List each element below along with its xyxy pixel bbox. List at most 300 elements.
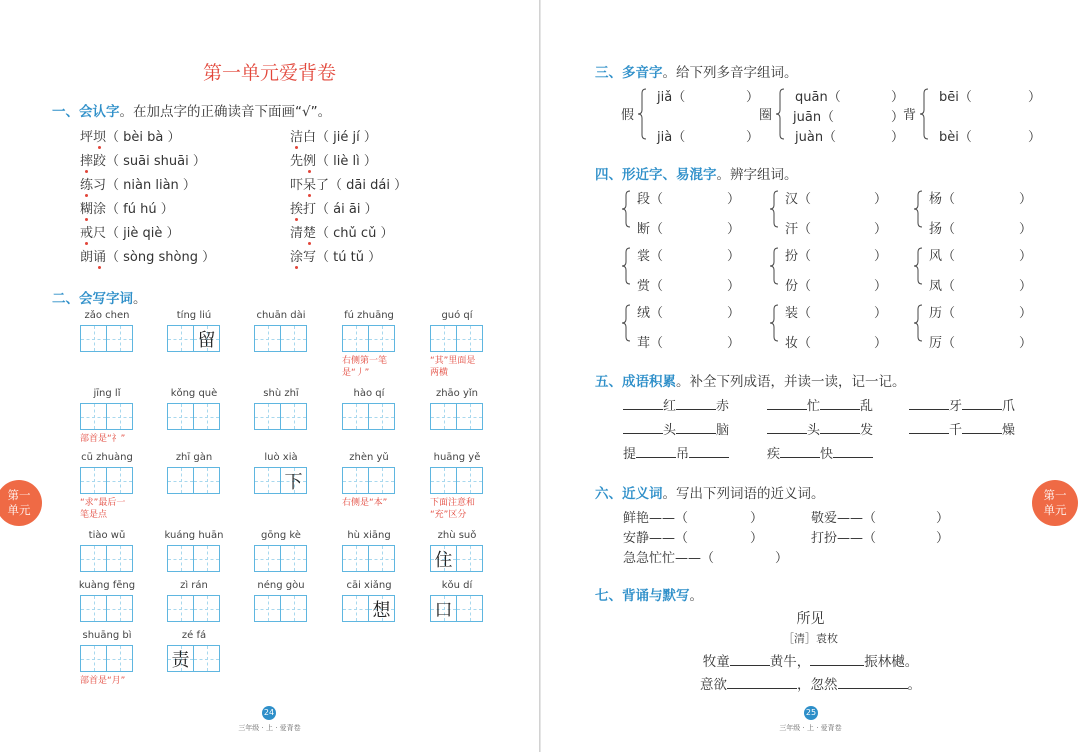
section-1-number: 一、: [52, 104, 79, 120]
reading-item: [290, 150, 377, 169]
reading-dotted-char: 例: [303, 150, 316, 169]
writing-cell[interactable]: [368, 545, 395, 572]
synonym-item: 安静——（: [623, 531, 689, 546]
given-character: [255, 468, 280, 493]
pinyin-label: zǎo chen: [84, 310, 130, 321]
given-character: [168, 404, 193, 429]
writing-grid: [80, 595, 132, 622]
idiom-char: 红: [663, 399, 677, 414]
reading-options: （ jiè qiè ）: [106, 226, 180, 241]
poem-line-1-part-3: 振林樾。: [864, 654, 919, 670]
writing-cell[interactable]: [80, 595, 107, 622]
given-character: [457, 468, 482, 493]
section-6-heading: [595, 482, 825, 502]
idiom-blank[interactable]: [676, 433, 716, 434]
brace-icon: [621, 190, 631, 228]
close-paren: ）: [874, 306, 888, 321]
idiom-item[interactable]: [767, 443, 873, 462]
idiom-char: 忙: [807, 399, 821, 414]
idiom-char: 乱: [860, 399, 874, 414]
idiom-item[interactable]: [767, 395, 873, 414]
writing-cell[interactable]: [193, 467, 220, 494]
writing-hint: 右侧第一笔 是“丿”: [342, 356, 388, 378]
writing-cell[interactable]: [106, 467, 133, 494]
reading-options: （ liè lì ）: [316, 154, 377, 169]
writing-cell[interactable]: [456, 545, 483, 572]
writing-cell[interactable]: [280, 545, 307, 572]
similar-char-entry: 汉（: [785, 192, 812, 207]
section-6-number: 六、: [595, 486, 622, 502]
given-character: [431, 326, 456, 351]
pinyin-label: kuáng huān: [164, 530, 224, 541]
writing-cell[interactable]: [456, 467, 483, 494]
writing-cell[interactable]: [342, 467, 369, 494]
idiom-char: 疾: [767, 447, 781, 462]
pinyin-label: zhāo yǐn: [435, 388, 479, 399]
writing-cell[interactable]: [280, 467, 307, 494]
section-1-title: 会认字: [79, 104, 120, 120]
similar-char-entry: 裳（: [637, 249, 664, 264]
idiom-char: 头: [807, 423, 821, 438]
pinyin-label: chuān dài: [256, 310, 306, 321]
writing-cell[interactable]: [167, 325, 194, 352]
reading-dotted-char: 戒: [80, 222, 93, 241]
reading-item: [80, 126, 181, 145]
section-3-heading: [595, 61, 798, 81]
writing-grid: [167, 645, 219, 672]
similar-char-entry: 历（: [929, 306, 956, 321]
writing-grid: [342, 403, 394, 430]
polyphone-reading-bottom: jià（: [657, 130, 686, 145]
writing-grid: [342, 325, 394, 352]
brace-icon: [769, 247, 779, 285]
poem-blank[interactable]: [730, 665, 770, 666]
similar-char-entry: 妆（: [785, 336, 812, 351]
reading-dotted-char: 摔: [80, 150, 93, 169]
section-2-number: 二、: [52, 291, 79, 307]
given-character: 留: [197, 329, 216, 351]
section-4-number: 四、: [595, 167, 622, 183]
writing-cell[interactable]: [368, 595, 395, 622]
given-character: 责: [171, 649, 190, 671]
given-character: [194, 646, 219, 671]
reading-dotted-char: 糊: [80, 198, 93, 217]
writing-cell[interactable]: [254, 595, 281, 622]
unit-tab-right: [1032, 480, 1078, 526]
polyphone-reading-mid: juān（: [793, 110, 835, 125]
brace-icon: [913, 190, 923, 228]
reading-options: （ jié jí ）: [316, 130, 377, 145]
writing-grid: [80, 325, 132, 352]
idiom-char: 燥: [1002, 423, 1016, 438]
brace-icon: [769, 304, 779, 342]
writing-cell[interactable]: [342, 545, 369, 572]
brace-icon: [769, 190, 779, 228]
polyphone-char: 背: [903, 108, 917, 123]
poem-blank[interactable]: [838, 688, 908, 689]
close-paren: ）: [936, 511, 950, 526]
idiom-char: 头: [663, 423, 677, 438]
given-character: [281, 546, 306, 571]
close-paren: ）: [1019, 222, 1033, 237]
poem-author: ［清］袁枚: [783, 632, 838, 645]
synonym-item: 急急忙忙——（: [623, 551, 715, 566]
pinyin-label: zhèn yǔ: [349, 452, 389, 463]
writing-grid: [254, 595, 306, 622]
writing-grid: [167, 325, 219, 352]
close-paren: ）: [1019, 192, 1033, 207]
pinyin-label: kǒng què: [170, 388, 218, 399]
synonym-item: 敬爱——（: [811, 511, 877, 526]
writing-hint: “求”最后一 笔是点: [80, 498, 126, 520]
reading-char: 了: [316, 178, 330, 193]
writing-cell[interactable]: [80, 467, 107, 494]
idiom-blank[interactable]: [767, 409, 807, 410]
similar-char-entry: 杨（: [929, 192, 956, 207]
pinyin-label: hù xiāng: [347, 530, 391, 541]
reading-item: [290, 246, 381, 265]
given-character: [343, 596, 368, 621]
given-character: [107, 546, 132, 571]
close-paren: ）: [874, 249, 888, 264]
given-character: [343, 404, 368, 429]
synonym-item: 打扮——（: [811, 531, 877, 546]
idiom-blank[interactable]: [623, 433, 663, 434]
writing-cell[interactable]: [167, 467, 194, 494]
idiom-item[interactable]: [909, 419, 1015, 438]
reading-item: [80, 222, 180, 241]
idiom-blank[interactable]: [820, 409, 860, 410]
pinyin-label: cāi xiǎng: [346, 580, 392, 591]
writing-cell[interactable]: [430, 595, 457, 622]
writing-cell[interactable]: [456, 595, 483, 622]
poem-line-1-part-1: 牧童: [702, 654, 730, 670]
section-6-instruction: 。写出下列词语的近义词。: [662, 486, 825, 502]
reading-dotted-char: 呆: [303, 174, 316, 193]
writing-cell[interactable]: [280, 325, 307, 352]
pinyin-label: kǒu dí: [441, 580, 473, 591]
similar-char-entry: 风（: [929, 249, 956, 264]
section-1-heading: [52, 100, 331, 120]
close-paren: ）: [750, 531, 764, 546]
reading-char: 尺: [93, 226, 107, 241]
writing-cell[interactable]: [254, 403, 281, 430]
similar-char-entry: 扮（: [785, 249, 812, 264]
reading-options: （ sòng shòng ）: [106, 250, 216, 265]
idiom-item[interactable]: [623, 443, 729, 462]
writing-cell[interactable]: [167, 403, 194, 430]
section-5-heading: [595, 370, 906, 390]
given-character: [431, 468, 456, 493]
idiom-blank[interactable]: [909, 433, 949, 434]
pinyin-label: tíng liú: [176, 310, 212, 321]
idiom-blank[interactable]: [909, 409, 949, 410]
given-character: [194, 404, 219, 429]
writing-cell[interactable]: [80, 645, 107, 672]
idiom-blank[interactable]: [780, 457, 820, 458]
pinyin-label: luò xià: [264, 452, 298, 463]
writing-cell[interactable]: [254, 467, 281, 494]
close-paren: ）: [891, 90, 905, 105]
idiom-blank[interactable]: [767, 433, 807, 434]
synonym-item: 鲜艳——（: [623, 511, 689, 526]
section-4-instruction: 。辨字组词。: [716, 167, 798, 183]
writing-grid: [254, 545, 306, 572]
idiom-blank[interactable]: [962, 433, 1002, 434]
similar-char-entry: 份（: [785, 279, 812, 294]
polyphone-char: 假: [621, 108, 635, 123]
writing-cell[interactable]: [430, 467, 457, 494]
writing-grid: [342, 595, 394, 622]
given-character: [168, 468, 193, 493]
idiom-item[interactable]: [623, 395, 729, 414]
given-character: [457, 596, 482, 621]
polyphone-reading-top: quān（: [795, 90, 841, 105]
similar-char-entry: 断（: [637, 222, 664, 237]
writing-cell[interactable]: [280, 403, 307, 430]
writing-grid: [80, 467, 132, 494]
close-paren: ）: [891, 130, 905, 145]
section-2-heading: [52, 287, 147, 307]
similar-char-entry: 绒（: [637, 306, 664, 321]
writing-cell[interactable]: [106, 645, 133, 672]
reading-char: 坪: [80, 130, 94, 145]
reading-options: （ suāi shuāi ）: [106, 154, 206, 169]
poem-line-2-part-1: 意欲: [700, 677, 727, 693]
given-character: [194, 596, 219, 621]
close-paren: ）: [727, 222, 741, 237]
writing-cell[interactable]: [193, 595, 220, 622]
writing-cell[interactable]: [193, 645, 220, 672]
reading-dotted-char: 坝: [93, 126, 106, 145]
idiom-blank[interactable]: [623, 409, 663, 410]
writing-grid: [254, 325, 306, 352]
writing-cell[interactable]: [368, 325, 395, 352]
poem-title: 所见: [796, 611, 825, 627]
section-6-title: 近义词: [622, 486, 663, 502]
section-3-number: 三、: [595, 65, 622, 81]
close-paren: ）: [874, 192, 888, 207]
idiom-item[interactable]: [767, 419, 873, 438]
given-character: [81, 646, 106, 671]
reading-options: （ bèi bà ）: [106, 130, 181, 145]
pinyin-label: hào qí: [353, 388, 385, 399]
section-5-title: 成语积累: [622, 374, 676, 390]
close-paren: ）: [746, 130, 760, 145]
poem-blank[interactable]: [727, 688, 797, 689]
writing-cell[interactable]: [430, 545, 457, 572]
writing-cell[interactable]: [342, 325, 369, 352]
idiom-blank[interactable]: [833, 457, 873, 458]
writing-grid: [430, 545, 482, 572]
writing-cell[interactable]: [167, 595, 194, 622]
idiom-char: 牙: [949, 399, 963, 414]
pinyin-label: cū zhuàng: [81, 452, 133, 463]
reading-char: 吓: [290, 178, 304, 193]
given-character: [168, 546, 193, 571]
writing-cell[interactable]: [342, 595, 369, 622]
writing-cell[interactable]: [254, 545, 281, 572]
given-character: [194, 468, 219, 493]
reading-options: （ tú tǔ ）: [316, 250, 382, 265]
similar-char-entry: 厉（: [929, 336, 956, 351]
footer-left: 三年级 · 上 · 爱背卷: [238, 724, 301, 732]
given-character: [194, 546, 219, 571]
close-paren: ）: [874, 222, 888, 237]
pinyin-label: jīng lǐ: [93, 388, 121, 399]
given-character: [343, 468, 368, 493]
section-2-title: 会写字词: [79, 291, 133, 307]
writing-cell[interactable]: [193, 403, 220, 430]
given-character: [431, 404, 456, 429]
section-5-number: 五、: [595, 374, 622, 390]
writing-cell[interactable]: [80, 545, 107, 572]
brace-icon: [621, 247, 631, 285]
writing-cell[interactable]: [430, 403, 457, 430]
reading-char: 打: [303, 202, 317, 217]
reading-dotted-char: 练: [80, 174, 93, 193]
reading-char: 跤: [93, 154, 107, 169]
writing-cell[interactable]: [106, 403, 133, 430]
writing-grid: [342, 467, 394, 494]
pinyin-label: shù zhī: [263, 388, 299, 399]
idiom-item[interactable]: [623, 419, 729, 438]
reading-item: [290, 198, 378, 217]
writing-cell[interactable]: [193, 545, 220, 572]
polyphone-reading-top: jiǎ（: [657, 90, 686, 105]
close-paren: ）: [750, 511, 764, 526]
polyphone-reading-bottom: juàn（: [795, 130, 837, 145]
idiom-blank[interactable]: [689, 457, 729, 458]
pinyin-label: tiào wǔ: [88, 530, 126, 541]
close-paren: ）: [1028, 130, 1042, 145]
given-character: [81, 326, 106, 351]
writing-cell[interactable]: [193, 325, 220, 352]
writing-cell[interactable]: [167, 645, 194, 672]
writing-cell[interactable]: [106, 595, 133, 622]
writing-grid: [167, 545, 219, 572]
section-4-heading: [595, 163, 798, 183]
writing-grid: [342, 545, 394, 572]
close-paren: ）: [874, 336, 888, 351]
close-paren: ）: [1028, 90, 1042, 105]
writing-cell[interactable]: [456, 403, 483, 430]
given-character: [457, 326, 482, 351]
writing-cell[interactable]: [280, 595, 307, 622]
writing-cell[interactable]: [167, 545, 194, 572]
writing-cell[interactable]: [80, 325, 107, 352]
writing-cell[interactable]: [456, 325, 483, 352]
pinyin-label: zé fá: [181, 630, 207, 641]
idiom-blank[interactable]: [962, 409, 1002, 410]
idiom-char: 千: [949, 423, 963, 438]
writing-hint: 下面注意和 “充”区分: [430, 498, 476, 520]
close-paren: ）: [1019, 306, 1033, 321]
section-1-instruction: 。在加点字的正确读音下面画“√”。: [119, 104, 332, 120]
given-character: [81, 468, 106, 493]
given-character: [107, 468, 132, 493]
given-character: [168, 596, 193, 621]
similar-char-entry: 扬（: [929, 222, 956, 237]
reading-item: [290, 174, 407, 193]
writing-cell[interactable]: [430, 325, 457, 352]
reading-char: 先: [290, 154, 304, 169]
similar-char-entry: 汗（: [785, 222, 812, 237]
pinyin-label: guó qí: [441, 310, 473, 321]
brace-icon: [775, 88, 785, 140]
writing-cell[interactable]: [80, 403, 107, 430]
given-character: [369, 546, 394, 571]
brace-icon: [621, 304, 631, 342]
poem-line-1-part-2: 黄牛，: [769, 654, 811, 670]
reading-item: [290, 126, 377, 145]
section-7-title: 背诵与默写: [622, 588, 690, 604]
reading-char: 写: [303, 250, 317, 265]
pinyin-label: huāng yě: [433, 452, 481, 463]
section-4-title: 形近字、易混字: [622, 167, 717, 183]
writing-grid: [167, 403, 219, 430]
reading-item: [80, 246, 215, 265]
writing-cell[interactable]: [106, 545, 133, 572]
writing-hint: 部首是“月”: [80, 676, 126, 686]
poem-blank[interactable]: [810, 665, 864, 666]
right-page: [541, 0, 1080, 752]
writing-cell[interactable]: [368, 467, 395, 494]
reading-options: （ niàn liàn ）: [106, 178, 196, 193]
close-paren: ）: [727, 279, 741, 294]
close-paren: ）: [746, 90, 760, 105]
reading-dotted-char: 挨: [290, 198, 303, 217]
reading-char: 涂: [93, 202, 107, 217]
close-paren: ）: [1019, 249, 1033, 264]
given-character: [369, 468, 394, 493]
reading-char: 白: [303, 130, 317, 145]
writing-cell[interactable]: [342, 403, 369, 430]
given-character: [343, 546, 368, 571]
writing-cell[interactable]: [368, 403, 395, 430]
idiom-blank[interactable]: [820, 433, 860, 434]
close-paren: ）: [775, 551, 789, 566]
page-number-left: 24: [262, 706, 276, 720]
poem-line-2-part-3: 。: [907, 677, 921, 693]
reading-item: [80, 198, 174, 217]
reading-item: [80, 174, 196, 193]
reading-options: （ dāi dái ）: [329, 178, 408, 193]
pinyin-label: zhù suǒ: [437, 530, 477, 541]
given-character: [343, 326, 368, 351]
close-paren: ）: [1019, 279, 1033, 294]
given-character: [457, 404, 482, 429]
given-character: 下: [284, 471, 303, 493]
similar-char-entry: 凤（: [929, 279, 956, 294]
given-character: [281, 404, 306, 429]
idiom-char: 吊: [676, 447, 690, 462]
writing-grid: [254, 403, 306, 430]
idiom-blank[interactable]: [636, 457, 676, 458]
page-number-right: 25: [804, 706, 818, 720]
writing-cell[interactable]: [106, 325, 133, 352]
brace-icon: [913, 304, 923, 342]
poem-line-1: [541, 650, 1080, 670]
similar-char-entry: 装（: [785, 306, 812, 321]
idiom-blank[interactable]: [676, 409, 716, 410]
close-paren: ）: [891, 110, 905, 125]
idiom-item[interactable]: [909, 395, 1015, 414]
given-character: [255, 404, 280, 429]
writing-cell[interactable]: [254, 325, 281, 352]
given-character: [281, 596, 306, 621]
writing-grid: [167, 595, 219, 622]
